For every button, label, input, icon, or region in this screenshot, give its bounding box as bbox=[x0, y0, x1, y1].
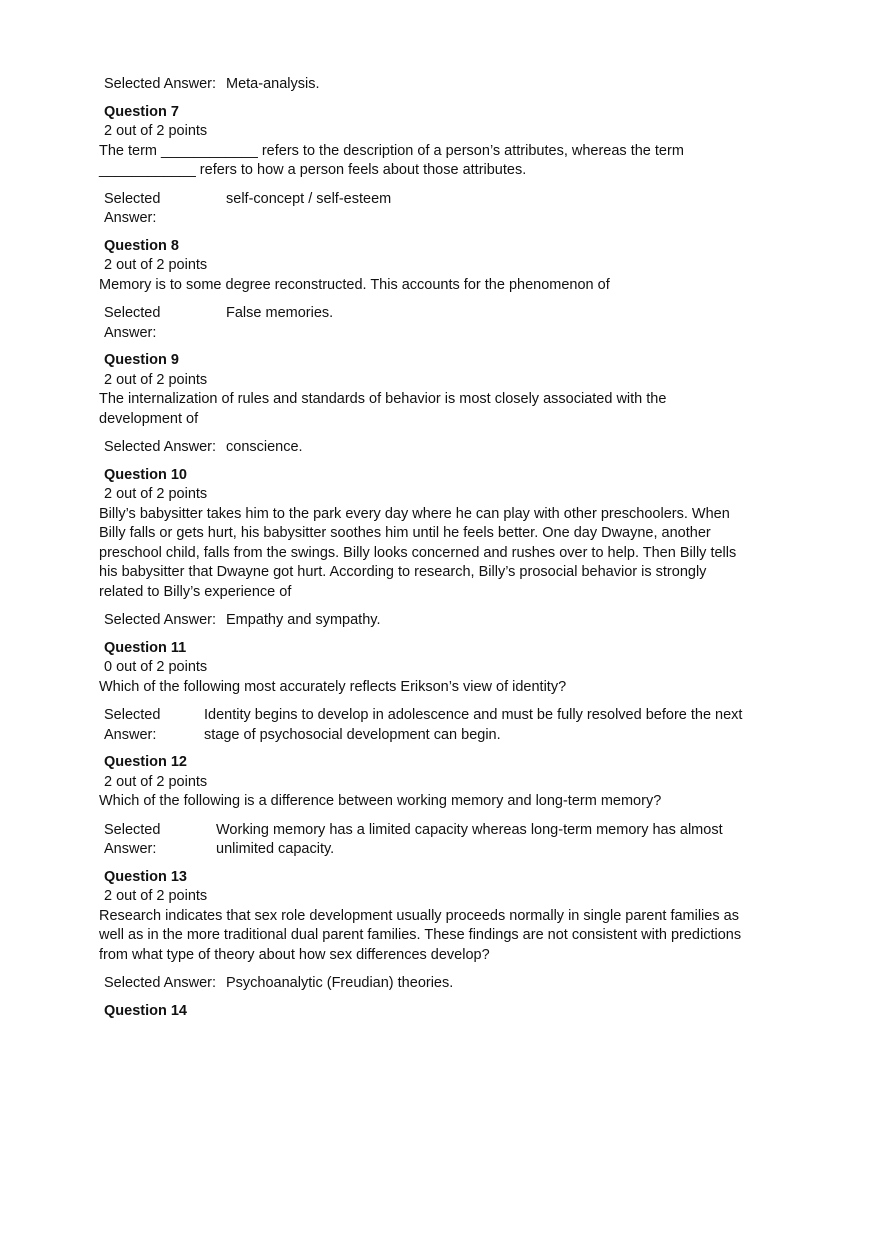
selected-answer-label: Selected Answer: bbox=[104, 76, 217, 92]
selected-answer-label: Selected Answer: bbox=[104, 707, 161, 743]
question-text: The internalization of rules and standards of behavior is most closely associated with the development of bbox=[99, 391, 667, 427]
question-text: Research indicates that sex role development usually proceeds normally in single parent families as well as in the more traditional dual parent families. These findings are not consistent with predictions from what type of theory about how sex differences develop? bbox=[99, 907, 742, 963]
question-block bbox=[99, 868, 749, 994]
selected-answer-row bbox=[104, 304, 749, 343]
quiz-results-page bbox=[99, 75, 749, 1021]
question-points: 2 out of 2 points bbox=[104, 371, 208, 388]
selected-answer-value: Meta-analysis. bbox=[226, 76, 320, 92]
question-text: The term ____________ refers to the description of a person’s attributes, whereas the term ____________ refers to how a person feels about those attributes. bbox=[99, 142, 684, 178]
selected-answer-row bbox=[104, 75, 749, 95]
selected-answer-row bbox=[104, 974, 749, 994]
question-points: 2 out of 2 points bbox=[104, 888, 208, 904]
question-title: Question 9 bbox=[104, 352, 179, 368]
question-block bbox=[99, 351, 749, 458]
question-text: Which of the following is a difference between working memory and long-term memory? bbox=[99, 793, 662, 809]
selected-answer-label: Selected Answer: bbox=[104, 439, 217, 455]
selected-answer-value: Psychoanalytic (Freudian) theories. bbox=[226, 975, 454, 991]
question-block bbox=[99, 466, 749, 631]
question-block bbox=[99, 103, 749, 229]
selected-answer-row bbox=[104, 190, 749, 229]
selected-answer-value: conscience. bbox=[226, 439, 303, 455]
question-title: Question 11 bbox=[104, 639, 187, 656]
selected-answer-label: Selected Answer: bbox=[104, 612, 217, 628]
selected-answer-label: Selected Answer: bbox=[104, 821, 161, 857]
selected-answer-value: Working memory has a limited capacity whereas long-term memory has almost unlimited capacity. bbox=[216, 821, 723, 857]
question-points: 2 out of 2 points bbox=[104, 486, 208, 502]
question-title: Question 7 bbox=[104, 103, 179, 120]
question-title: Question 8 bbox=[104, 237, 179, 254]
selected-answer-value: Empathy and sympathy. bbox=[226, 612, 381, 628]
question-text: Memory is to some degree reconstructed. This accounts for the phenomenon of bbox=[99, 276, 610, 293]
selected-answer-value: False memories. bbox=[226, 305, 334, 321]
question-title: Question 12 bbox=[104, 754, 187, 770]
selected-answer-value: self-concept / self-esteem bbox=[226, 190, 392, 207]
selected-answer-value: Identity begins to develop in adolescence and must be fully resolved before the next stage of psychosocial development can begin. bbox=[204, 707, 743, 743]
selected-answer-row bbox=[104, 438, 749, 458]
question-points: 2 out of 2 points bbox=[104, 123, 208, 139]
question-block bbox=[99, 753, 749, 860]
question-points: 0 out of 2 points bbox=[104, 659, 208, 675]
selected-answer-row bbox=[104, 706, 749, 745]
question-points: 2 out of 2 points bbox=[104, 257, 208, 273]
selected-answer-row bbox=[104, 611, 749, 631]
question-title: Question 13 bbox=[104, 868, 187, 885]
question-title: Question 10 bbox=[104, 466, 187, 483]
selected-answer-label: Selected Answer: bbox=[104, 190, 161, 226]
question-title: Question 14 bbox=[104, 1002, 187, 1019]
selected-answer-label: Selected Answer: bbox=[104, 975, 217, 991]
selected-answer-row bbox=[104, 821, 749, 860]
question-text: Billy’s babysitter takes him to the park every day where he can play with other preschoolers. When Billy falls or gets hurt, his babysitter soothes him until he feels better. One day Dwayne, another preschool child, falls from the swings. Billy looks concerned and rushes over to help. Then Billy tells his babysitter that Dwayne got hurt. According to research, Billy’s prosocial behavior is strongly related to Billy’s experience of bbox=[99, 505, 737, 600]
question-points: 2 out of 2 points bbox=[104, 773, 208, 790]
selected-answer-label: Selected Answer: bbox=[104, 305, 161, 341]
question-block bbox=[99, 1002, 749, 1022]
question-block bbox=[99, 639, 749, 746]
question-text: Which of the following most accurately reflects Erikson’s view of identity? bbox=[99, 678, 567, 695]
question-block bbox=[99, 237, 749, 344]
